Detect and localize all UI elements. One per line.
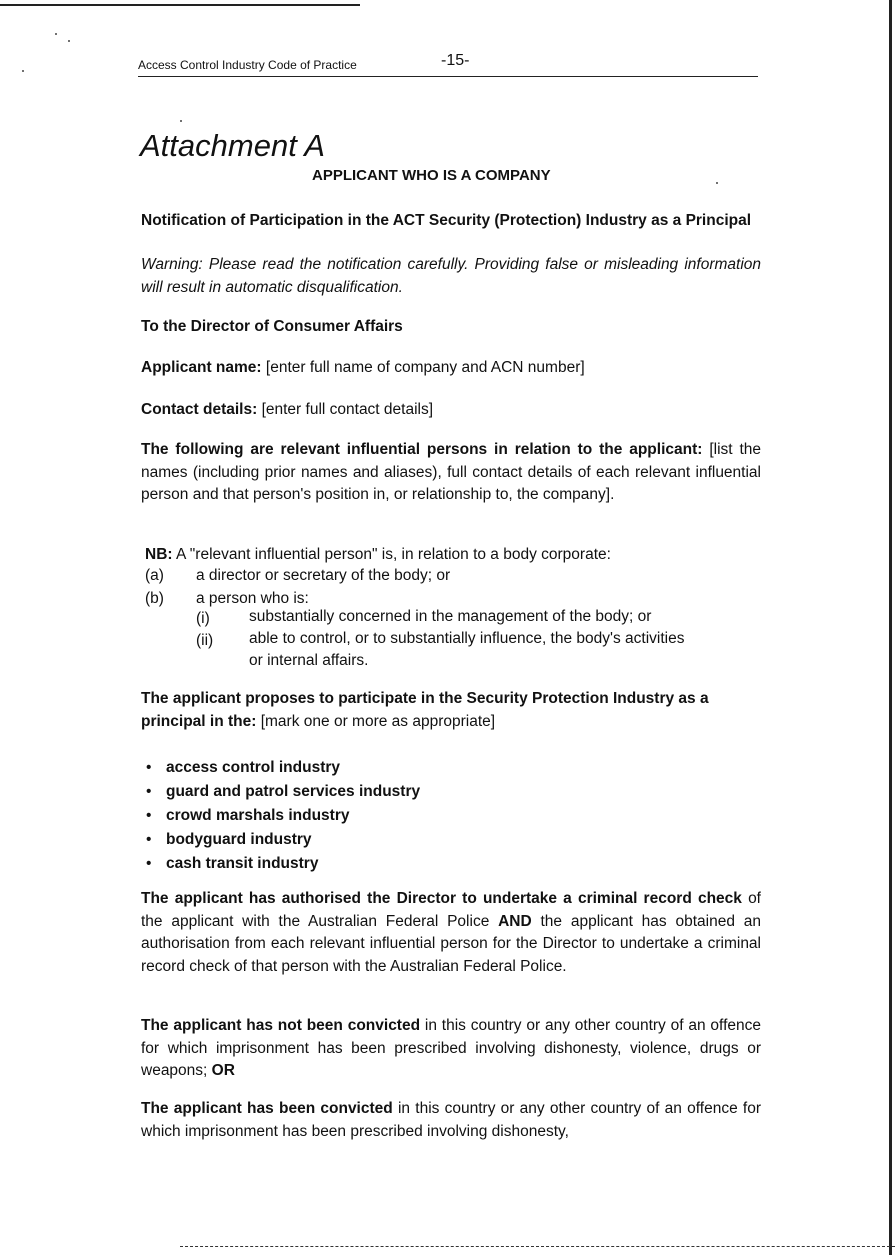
scan-edge-bottom [180, 1246, 895, 1247]
convicted-statement [141, 1098, 761, 1143]
page-header [138, 52, 758, 77]
not-convicted-or: OR [211, 1062, 235, 1079]
header-title: Access Control Industry Code of Practice [138, 58, 357, 72]
nb-item-marker: (a) [145, 567, 164, 584]
form-subtitle: APPLICANT WHO IS A COMPANY [312, 167, 551, 184]
authorisation-and: AND [498, 912, 532, 930]
nb-intro-line [145, 544, 611, 565]
nb-subitem-text: substantially concerned in the management of the body; or [249, 608, 652, 625]
page-number: -15- [441, 52, 470, 69]
contact-details-value: [enter full contact details] [261, 401, 434, 418]
scan-speck [180, 120, 182, 122]
scan-speck [55, 33, 57, 35]
not-convicted-bold: The applicant has not been convicted [141, 1017, 421, 1034]
applicant-name-label: Applicant name: [141, 359, 262, 376]
addressee: To the Director of Consumer Affairs [141, 318, 403, 335]
nb-intro: A "relevant influential person" is, in relation to a body corporate: [176, 546, 611, 563]
nb-subitem-text: able to control, or to substantially influence, the body's activities [249, 630, 685, 647]
authorisation-statement [141, 888, 761, 978]
scan-speck [22, 70, 24, 72]
authorisation-text1: of the applicant with the Australian Federal Police [141, 890, 761, 930]
convicted-text: in this country or any other country of an offence for which imprisonment has been prescribed involving dishonesty, [141, 1100, 762, 1140]
list-item: • crowd marshals industry [144, 804, 420, 828]
influential-persons-text: [list the names (including prior names and aliases), full contact details of each relevant influential person and that person's position in, or relationship to, the company]. [141, 441, 762, 503]
applicant-name-field [141, 357, 761, 380]
nb-subitem-marker: (ii) [196, 632, 214, 649]
authorisation-text2: the applicant has obtained an authorisation from each relevant influential person for the Director to undertake a criminal record check of that person with the Australian Federal Police. [141, 912, 761, 975]
proposal-bold: The applicant proposes to participate in the Security Protection Industry as a principal in the: [141, 690, 709, 730]
nb-subitem-marker: (i) [196, 610, 210, 627]
proposal-statement [141, 688, 761, 733]
contact-details-field [141, 399, 761, 422]
not-convicted-text: in this country or any other country of an offence for which imprisonment has been prescribed involving dishonesty, violence, drugs or weapons; [141, 1017, 761, 1079]
nb-item-text: a director or secretary of the body; or [196, 567, 451, 584]
industry-list [144, 756, 420, 876]
convicted-bold: The applicant has been convicted [141, 1100, 393, 1117]
not-convicted-statement [141, 1015, 761, 1083]
nb-item-text: a person who is: [196, 590, 309, 607]
scan-speck [716, 182, 718, 184]
influential-persons-section [141, 439, 761, 507]
proposal-instruction: [mark one or more as appropriate] [260, 712, 496, 730]
nb-item-marker: (b) [145, 590, 164, 607]
scan-edge-top [0, 4, 360, 6]
warning-text: Warning: Please read the notification carefully. Providing false or misleading information will result in automatic disqualification. [141, 256, 761, 296]
influential-persons-heading: The following are relevant influential persons in relation to the applicant: [141, 441, 703, 458]
list-item: • cash transit industry [144, 852, 420, 876]
nb-label: NB: [145, 546, 173, 563]
contact-details-label: Contact details: [141, 401, 258, 418]
list-item: • guard and patrol services industry [144, 780, 420, 804]
attachment-title: Attachment A [140, 128, 325, 163]
scan-edge-right [889, 0, 892, 1255]
authorisation-bold: The applicant has authorised the Director to undertake a criminal record check [141, 890, 742, 907]
list-item: • bodyguard industry [144, 828, 420, 852]
applicant-name-value: [enter full name of company and ACN number] [265, 359, 585, 376]
notification-heading: Notification of Participation in the ACT Security (Protection) Industry as a Principal [141, 212, 752, 229]
scan-speck [68, 40, 70, 42]
nb-subitem-continuation: or internal affairs. [249, 652, 369, 669]
list-item: • access control industry [144, 756, 420, 780]
